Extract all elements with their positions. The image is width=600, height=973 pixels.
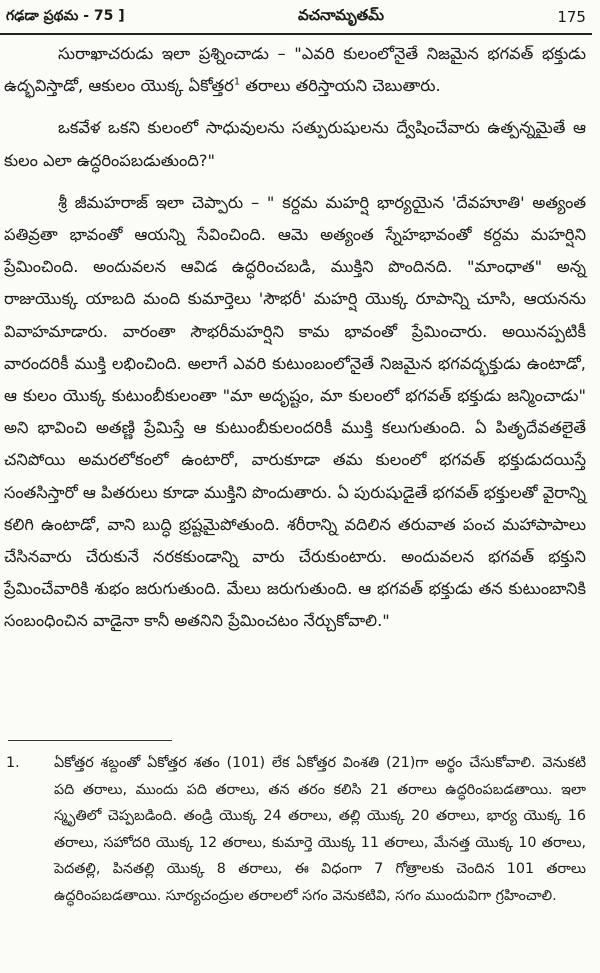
book-title: వచనామృతమ్ [297, 6, 384, 24]
page-number: 175 [557, 8, 586, 26]
footnote-rule [8, 740, 172, 741]
paragraph-2: ఒకవేళ ఒకని కులంలో సాధువులను సత్పురుషులను ద్వేషించేవారు ఉత్పన్నమైతే ఆ కులం ఎలా ఉద్ధరింపబడుతుంది?" [4, 118, 586, 170]
chapter-reference: గఢడా ప్రథమ - 75 ] [6, 7, 125, 24]
footnote-text: ఏకోత్తర శబ్దంతో ఏకోత్తర శతం (101) లేక ఏకోత్తర వింశతి (21)గా అర్థం చేసుకోవాలి. వెనుకటి పది తరాలు, ముందు పది తరాలు, తన తరం కలిసి 21 తరాలు ఉద్ధరింపబడతాయి. ఇలా స్మృతిలో చెప్పబడింది. తండ్రి యొక్క 24 తరాలు, తల్లి యొక్క 20 తరాలు, భార్య యొక్క 16 తరాలు, సహోదరి యొక్క 12 తరాలు, కుమార్తె యొక్క 11 తరాలు, మేనత్త యొక్క 10 తరాలు, పెదతల్లి, పినతల్లి యొక్క 8 తరాలు, ఈ విధంగా 7 గోత్రాలకు చెందిన 101 తరాలు ఉద్ధరింపబడతాయి. సూర్యచంద్రుల తరాలలో సగం వెనుకటివి, సగం ముందువిగా గ్రహించాలి. [54, 755, 586, 904]
footnote-reference: 1 [233, 76, 241, 88]
running-header [6, 4, 586, 30]
paragraph-3: శ్రీ జీమహరాజ్ ఇలా చెప్పారు – " కర్దమ మహర్షి భార్యయైన 'దేవహూతి' అత్యంత పతివ్రతా భావంతో ఆయన్ని సేవించింది. ఆమె అత్యంత స్నేహభావంతో కర్దమ మహర్షిని ప్రేమించింది. అందువలన ఆవిడ ఉద్ధరించబడి, ముక్తిని పొందినది. "మాంధాత" అన్న రాజుయొక్క యాబది మంది కుమార్తెలు 'సౌభరీ' మహర్షి యొక్క రూపాన్ని చూసి, ఆయనను వివాహమాడారు. వారంతా సౌభరీమహర్షిని కామ భావంతో ప్రేమించారు. అయినప్పటికీ వారందరికీ ముక్తి లభించింది. అలాగే ఎవరి కుటుంబంలోనైతే నిజమైన భగవద్భక్తుడు ఉంటాడో, ఆ కులం యొక్క కుటుంబీకులంతా "మా అదృష్టం, మా కులంలో భగవత్ భక్తుడు జన్మించాడు" అని భావించి అతణ్ణి ప్రేమిస్తే ఆ కుటుంబీకులందరికీ ముక్తి కలుగుతుంది. ఏ పితృదేవతలైతే చనిపోయి అమరలోకంలో ఉంటారో, వారుకూడా తమ కులంలో భగవత్ భక్తుడుదయిస్తే సంతసిస్తారో ఆ పితరులు కూడా ముక్తిని పొందుతారు. ఏ పురుషుడైతే భగవత్ భక్తులతో వైరాన్ని కలిగి ఉంటాడో, వాని బుద్ధి భ్రష్టమైపోతుంది. శరీరాన్ని వదిలిన తరువాత పంచ మహాపాపాలు చేసినవారు చేరుకునే నరకకుండాన్ని వారు చేరుకుంటారు. అందువలన భగవత్ భక్తుని ప్రేమించేవారికి శుభం జరుగుతుంది. మేలు జరుగుతుంది. ఆ భగవత్ భక్తుడు తన కుటుంబానికి సంబంధించిన వాడైనా కానీ అతనిని ప్రేమించటం నేర్చుకోవాలి." [4, 192, 587, 631]
paragraph-1-text-before: సురాఖాచరుడు ఇలా ప్రశ్నించాడు – "ఎవరి కులంలోనైతే నిజమైన భగవత్ భక్తుడు ఉద్భవిస్తాడో, ఆకులం యొక్క ఏకోత్తర [4, 44, 586, 96]
paragraph-1-text-after: తరాలు తరిస్తాయని చెబుతారు. [240, 76, 441, 96]
header-rule [0, 33, 592, 35]
main-text [4, 38, 586, 638]
footnote-marker: 1. [6, 755, 20, 771]
footnote [6, 750, 586, 909]
paragraph-1 [4, 38, 586, 102]
